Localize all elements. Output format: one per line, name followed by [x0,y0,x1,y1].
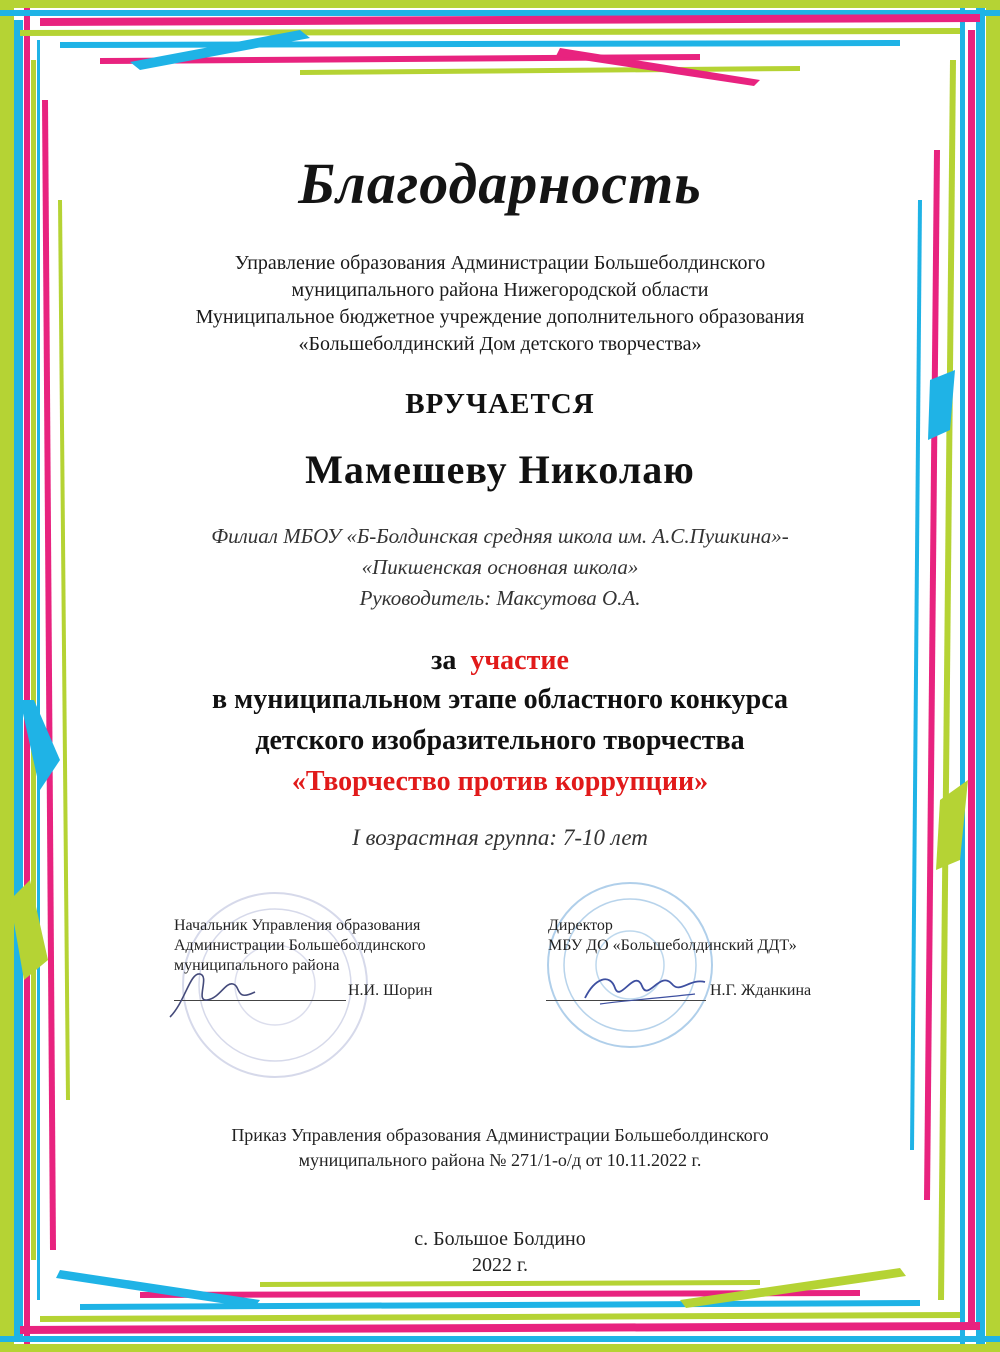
age-group: I возрастная группа: 7-10 лет [352,825,648,850]
school-line: Филиал МБОУ «Б-Болдинская средняя школа им. А.С.Пушкина»- [211,524,789,548]
signature-right-mark [580,958,710,1018]
order-line: Приказ Управления образования Администрации Большеболдинского [231,1125,769,1145]
contest-name: «Творчество против коррупции» [291,766,709,797]
school-line: «Пикшенская основная школа» [361,555,639,579]
issuer-line: «Большеболдинский Дом детского творчества» [298,333,702,355]
for-highlight: участие [470,645,569,676]
issuer-line: Управление образования Администрации Большеболдинского [234,252,766,274]
issuer-line: Муниципальное бюджетное учреждение дополнительного образования [195,306,805,328]
issuer-line: муниципального района Нижегородской области [291,279,709,301]
order-line: муниципального района № 271/1-о/д от 10.11.2022 г. [298,1150,702,1170]
signature-right-title [548,916,797,956]
awarded-label: ВРУЧАЕТСЯ [405,388,595,420]
signature-left-line: Начальник Управления образования [174,917,421,934]
signature-left-line: муниципального района [174,957,340,974]
signature-right-line: МБУ ДО «Большеболдинский ДДТ» [548,937,797,954]
recipient-name: Мамешеву Николаю [305,447,695,492]
signature-left-mark [165,962,275,1022]
place: с. Большое Болдино [414,1228,586,1250]
certificate-title: Благодарность [298,151,702,216]
signature-right-line: Директор [548,917,613,934]
reason-line: в муниципальном этапе областного конкурса [212,684,788,715]
signature-left-name: Н.И. Шорин [348,982,433,999]
signature-left-line: Администрации Большеболдинского [174,937,426,954]
award-reason-heading [0,645,1000,677]
reason-line: детского изобразительного творчества [255,725,745,756]
for-prefix: за [431,645,457,676]
supervisor-line: Руководитель: Максутова О.А. [359,586,641,610]
year: 2022 г. [472,1254,528,1276]
signature-right-name: Н.Г. Жданкина [710,982,812,999]
